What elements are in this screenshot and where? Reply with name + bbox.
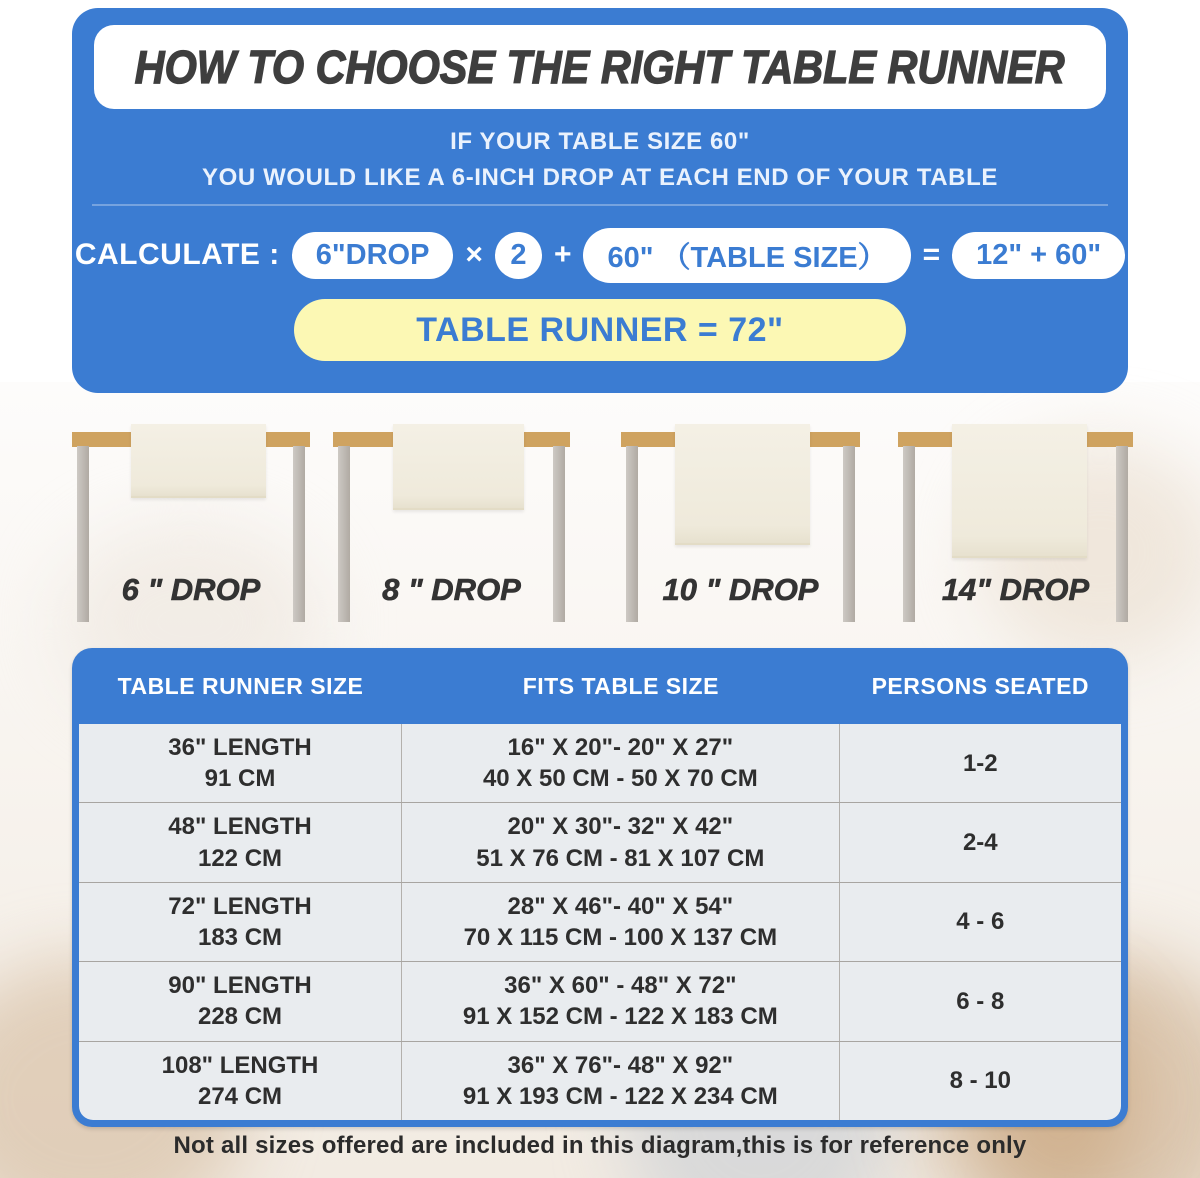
table-row bbox=[79, 1041, 1121, 1120]
equals-sign: = bbox=[922, 238, 941, 271]
fits-inches: 36" X 76"- 48" X 92" bbox=[507, 1051, 734, 1079]
runner-size-cell bbox=[79, 962, 402, 1040]
fits-table-cell bbox=[402, 724, 840, 802]
calculation-row bbox=[72, 230, 1128, 280]
runner-size-inches: 36" LENGTH bbox=[168, 734, 312, 762]
fits-cm: 70 X 115 CM - 100 X 137 CM bbox=[463, 924, 778, 952]
runner-drape bbox=[131, 424, 266, 498]
drop-label: 6 " DROP bbox=[121, 572, 261, 607]
runner-drape bbox=[393, 424, 524, 510]
table-row bbox=[79, 802, 1121, 881]
runner-size-cell bbox=[79, 883, 402, 961]
persons-cell bbox=[840, 803, 1121, 881]
drop-figure-8in bbox=[333, 424, 570, 629]
runner-size-cm: 183 CM bbox=[197, 924, 283, 952]
runner-drape bbox=[675, 424, 810, 545]
column-header-persons: PERSONS SEATED bbox=[871, 672, 1090, 699]
subtitle-line-2: YOU WOULD LIKE A 6-INCH DROP AT EACH END OF YOUR TABLE bbox=[202, 164, 998, 191]
runner-size-inches: 108" LENGTH bbox=[161, 1051, 319, 1079]
runner-size-cell bbox=[79, 724, 402, 802]
size-table-body bbox=[79, 724, 1121, 1120]
fits-table-cell bbox=[402, 883, 840, 961]
page-title: HOW TO CHOOSE THE RIGHT TABLE RUNNER bbox=[135, 41, 1065, 93]
fits-cm: 40 X 50 CM - 50 X 70 CM bbox=[482, 765, 758, 793]
persons-count: 2-4 bbox=[962, 829, 998, 857]
persons-cell bbox=[840, 962, 1121, 1040]
sum-pill: 12" + 60" bbox=[952, 232, 1125, 279]
fits-inches: 28" X 46"- 40" X 54" bbox=[507, 892, 734, 920]
result-text: TABLE RUNNER = 72" bbox=[416, 310, 784, 349]
plus-sign: + bbox=[553, 238, 572, 271]
drop-figure-14in bbox=[898, 424, 1133, 629]
fits-table-cell bbox=[402, 1042, 840, 1120]
drop-figures bbox=[0, 424, 1200, 629]
runner-size-cm: 91 CM bbox=[204, 765, 276, 793]
fits-cm: 91 X 152 CM - 122 X 183 CM bbox=[462, 1003, 778, 1031]
subtitle-line-1: IF YOUR TABLE SIZE 60" bbox=[450, 128, 750, 155]
fits-table-cell bbox=[402, 803, 840, 881]
runner-size-inches: 72" LENGTH bbox=[168, 892, 312, 920]
fits-cm: 51 X 76 CM - 81 X 107 CM bbox=[476, 844, 765, 872]
runner-size-inches: 90" LENGTH bbox=[168, 972, 312, 1000]
table-row bbox=[79, 961, 1121, 1040]
result-banner bbox=[294, 299, 906, 361]
runner-size-cell bbox=[79, 803, 402, 881]
fits-inches: 20" X 30"- 32" X 42" bbox=[507, 813, 734, 841]
fits-inches: 16" X 20"- 20" X 27" bbox=[507, 734, 734, 762]
times-sign: × bbox=[465, 238, 483, 271]
explainer-panel bbox=[72, 8, 1128, 393]
fits-table-cell bbox=[402, 962, 840, 1040]
runner-size-cell bbox=[79, 1042, 402, 1120]
drop-figure-6in bbox=[72, 424, 310, 629]
drop-label: 8 " DROP bbox=[382, 572, 521, 607]
size-table-header bbox=[79, 648, 1121, 724]
persons-cell bbox=[840, 883, 1121, 961]
runner-size-cm: 274 CM bbox=[197, 1082, 283, 1110]
drop-label: 14" DROP bbox=[941, 572, 1090, 607]
runner-drape bbox=[952, 424, 1087, 558]
persons-count: 4 - 6 bbox=[956, 908, 1005, 936]
drop-value-pill: 6"DROP bbox=[292, 232, 454, 279]
fits-inches: 36" X 60" - 48" X 72" bbox=[504, 972, 737, 1000]
disclaimer-note: Not all sizes offered are included in this diagram,this is for reference only bbox=[173, 1132, 1027, 1159]
size-table-panel bbox=[72, 648, 1128, 1127]
drop-figure-10in bbox=[621, 424, 860, 629]
title-banner bbox=[94, 25, 1106, 109]
persons-count: 6 - 8 bbox=[956, 987, 1005, 1015]
persons-cell bbox=[840, 1042, 1121, 1120]
column-header-runner-size: TABLE RUNNER SIZE bbox=[117, 672, 364, 699]
column-header-fits-table: FITS TABLE SIZE bbox=[522, 672, 719, 699]
table-size-pill: 60" （TABLE SIZE） bbox=[583, 228, 910, 283]
runner-size-cm: 228 CM bbox=[197, 1003, 283, 1031]
drop-label: 10 " DROP bbox=[662, 572, 819, 607]
runner-size-inches: 48" LENGTH bbox=[168, 813, 312, 841]
divider-line bbox=[92, 204, 1108, 206]
runner-size-cm: 122 CM bbox=[197, 844, 283, 872]
persons-cell bbox=[840, 724, 1121, 802]
table-row bbox=[79, 724, 1121, 802]
fits-cm: 91 X 193 CM - 122 X 234 CM bbox=[462, 1082, 778, 1110]
calculate-label: CALCULATE : bbox=[74, 238, 280, 271]
persons-count: 1-2 bbox=[962, 749, 998, 777]
persons-count: 8 - 10 bbox=[949, 1067, 1011, 1095]
multiplier-badge: 2 bbox=[495, 232, 542, 279]
table-row bbox=[79, 882, 1121, 961]
